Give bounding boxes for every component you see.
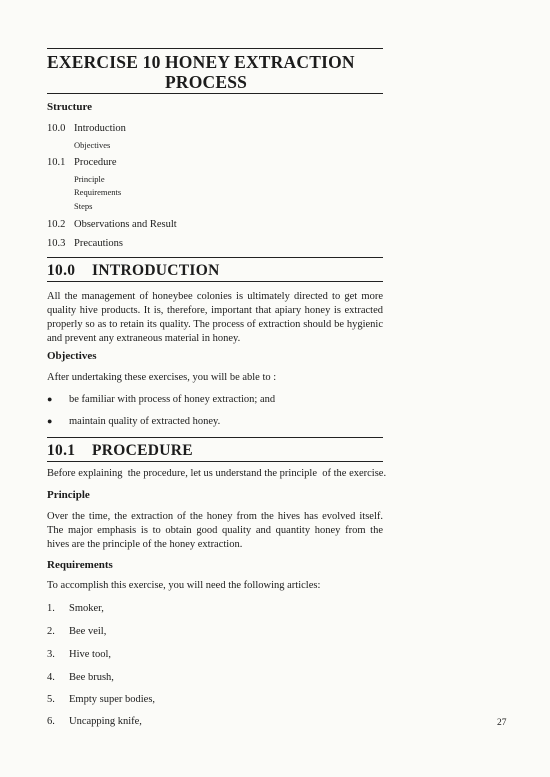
bullet-text: maintain quality of extracted honey.: [69, 416, 221, 427]
requirement-item: [47, 603, 104, 614]
toc-subitem: Principle: [74, 174, 105, 184]
toc-label: Precautions: [74, 238, 123, 249]
page-number: 27: [497, 718, 507, 728]
bullet-icon: ●: [47, 394, 53, 404]
item-number: 3.: [47, 649, 55, 660]
section-top-rule: [47, 257, 383, 258]
section-heading-procedure: [47, 442, 193, 460]
item-number: 1.: [47, 603, 55, 614]
exercise-number: EXERCISE 10: [47, 52, 161, 72]
title-line-2: PROCESS: [165, 72, 248, 92]
section-number: 10.1: [47, 442, 76, 459]
title-top-rule: [47, 48, 383, 49]
principle-paragraph: Over the time, the extraction of the honey from the hives has evolved itself. The major emphasis is to obtain good quality and quantity honey from the hives are the principle of the honey extraction.: [47, 511, 383, 550]
item-number: 4.: [47, 672, 55, 683]
structure-heading: Structure: [47, 101, 93, 113]
procedure-intro: Before explaining the procedure, let us understand the principle of the exercise.: [47, 468, 387, 479]
toc-number: 10.2: [47, 219, 66, 230]
item-label: Smoker,: [69, 603, 104, 614]
item-label: Bee veil,: [69, 626, 107, 637]
toc-number: 10.1: [47, 157, 66, 168]
item-number: 6.: [47, 716, 55, 727]
item-number: 2.: [47, 626, 55, 637]
introduction-paragraph: All the management of honeybee colonies is ultimately directed to get more quality hive products. It is, therefore, important that apiary honey is extracted properly so as to retain its quality. The process of extraction should be hygienic and prevent any extraneous material in honey.: [47, 291, 383, 344]
toc-number: 10.0: [47, 123, 66, 134]
toc-item: [47, 123, 126, 134]
toc-item: [47, 238, 123, 249]
title-line-1: HONEY EXTRACTION: [165, 52, 355, 72]
page-title: [47, 52, 387, 92]
requirements-heading: Requirements: [47, 559, 113, 571]
item-label: Uncapping knife,: [69, 716, 142, 727]
requirement-item: [47, 694, 155, 705]
objectives-heading: Objectives: [47, 350, 97, 362]
toc-label: Observations and Result: [74, 219, 177, 230]
toc-number: 10.3: [47, 238, 66, 249]
toc-item: [47, 219, 177, 230]
item-label: Empty super bodies,: [69, 694, 156, 705]
section-heading-introduction: [47, 262, 220, 280]
toc-subitem: Objectives: [74, 140, 111, 150]
item-label: Hive tool,: [69, 649, 111, 660]
toc-subitem: Steps: [74, 201, 93, 211]
bullet-icon: ●: [47, 416, 53, 426]
section-top-rule: [47, 437, 383, 438]
toc-label: Procedure: [74, 157, 117, 168]
requirement-item: [47, 649, 111, 660]
objectives-intro: After undertaking these exercises, you will be able to :: [47, 372, 277, 383]
principle-heading: Principle: [47, 489, 90, 501]
section-bottom-rule: [47, 281, 383, 282]
section-title: INTRODUCTION: [92, 262, 220, 279]
requirement-item: [47, 716, 142, 727]
title-bottom-rule: [47, 93, 383, 94]
toc-label: Introduction: [74, 123, 126, 134]
item-label: Bee brush,: [69, 672, 114, 683]
requirement-item: [47, 626, 106, 637]
requirement-item: [47, 672, 114, 683]
section-number: 10.0: [47, 262, 76, 279]
toc-item: [47, 157, 117, 168]
section-title: PROCEDURE: [92, 442, 193, 459]
section-bottom-rule: [47, 461, 383, 462]
toc-subitem: Requirements: [74, 187, 122, 197]
bullet-text: be familiar with process of honey extraction; and: [69, 394, 276, 405]
objective-bullet: [47, 416, 220, 427]
objective-bullet: [47, 394, 275, 405]
requirements-intro: To accomplish this exercise, you will need the following articles:: [47, 580, 321, 591]
item-number: 5.: [47, 694, 55, 705]
